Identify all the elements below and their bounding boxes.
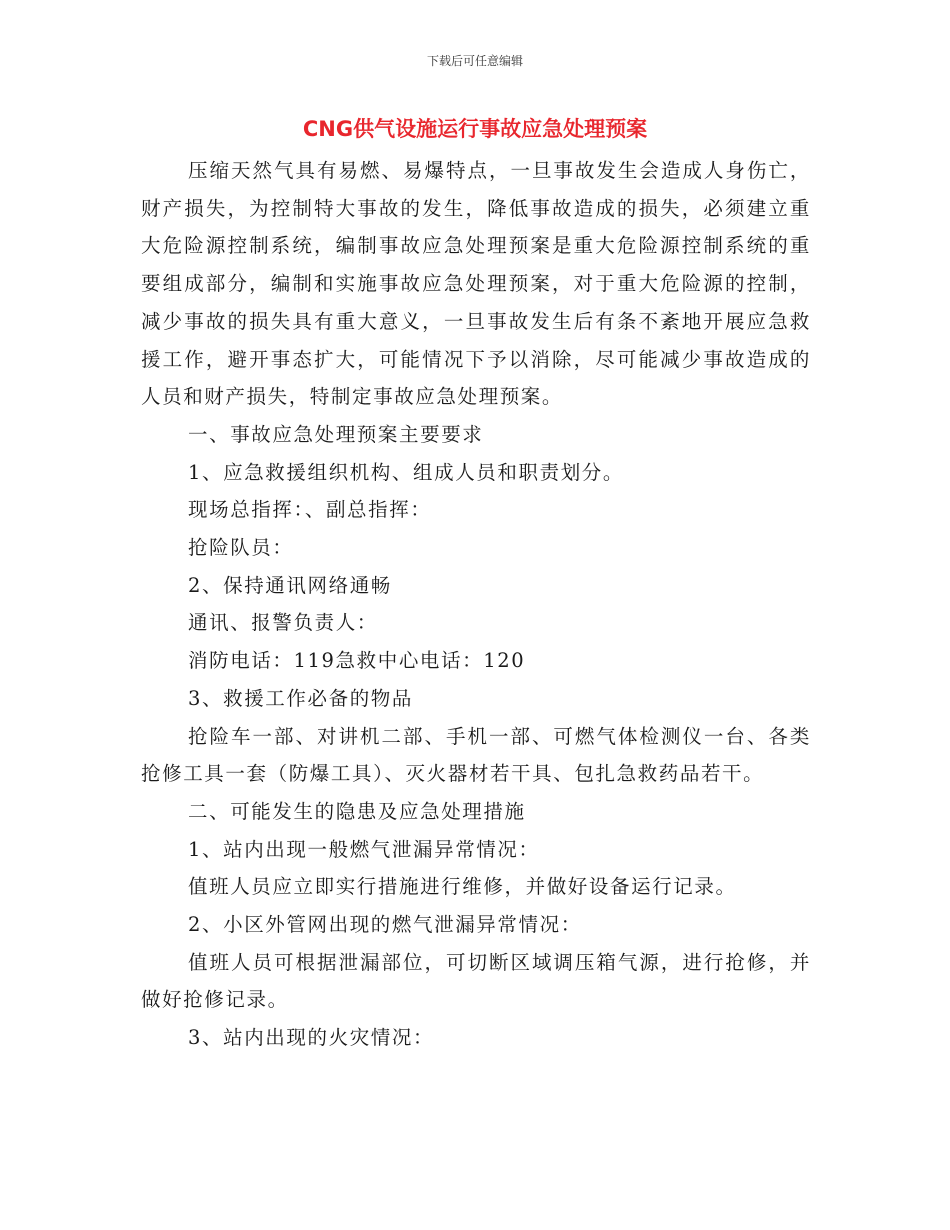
paragraph-comm-contact: 通讯、报警负责人： bbox=[188, 611, 378, 635]
subsection-2-2: 2、小区外管网出现的燃气泄漏异常情况： bbox=[188, 913, 582, 937]
section-heading-2: 二、可能发生的隐患及应急处理措施 bbox=[188, 799, 526, 823]
paragraph-2-2-measure: 值班人员可根据泄漏部位，可切断区域调压箱气源，进行抢修，并做好抢修记录。 bbox=[141, 950, 811, 1012]
section-heading-1: 一、事故应急处理预案主要要求 bbox=[188, 422, 484, 446]
paragraph-equipment: 抢险车一部、对讲机二部、手机一部、可燃气体检测仪一台、各类抢修工具一套（防爆工具）、灭火器材若干具、包扎急救药品若干。 bbox=[141, 724, 811, 786]
paragraph-2-1-measure: 值班人员应立即实行措施进行维修，并做好设备运行记录。 bbox=[188, 875, 737, 899]
subsection-2-3: 3、站内出现的火灾情况： bbox=[188, 1026, 435, 1050]
page-header: 下载后可任意编辑 bbox=[426, 54, 523, 68]
document-title: CNG供气设施运行事故应急处理预案 bbox=[302, 117, 648, 141]
subsection-1-2: 2、保持通讯网络通畅 bbox=[188, 573, 392, 597]
subsection-1-1: 1、应急救援组织机构、组成人员和职责划分。 bbox=[188, 460, 625, 484]
paragraph-intro: 压缩天然气具有易燃、易爆特点，一旦事故发生会造成人身伤亡，财产损失，为控制特大事故的发生，降低事故造成的损失，必须建立重大危险源控制系统，编制事故应急处理预案是重大危险源控制系统的重要组成部分，编制和实施事故应急处理预案，对于重大危险源的控制，减少事故的损失具有重大意义，一旦事故发生后有条不紊地开展应急救援工作，避开事态扩大，可能情况下予以消除，尽可能减少事故造成的人员和财产损失，特制定事故应急处理预案。 bbox=[141, 159, 811, 409]
subsection-2-1: 1、站内出现一般燃气泄漏异常情况： bbox=[188, 837, 540, 861]
subsection-1-3: 3、救援工作必备的物品 bbox=[188, 686, 414, 710]
paragraph-commander: 现场总指挥：、副总指挥： bbox=[188, 498, 432, 522]
document-body bbox=[141, 152, 811, 1057]
paragraph-phone-numbers: 消防电话：119急救中心电话：120 bbox=[188, 649, 526, 673]
paragraph-rescue-team: 抢险队员： bbox=[188, 536, 294, 560]
